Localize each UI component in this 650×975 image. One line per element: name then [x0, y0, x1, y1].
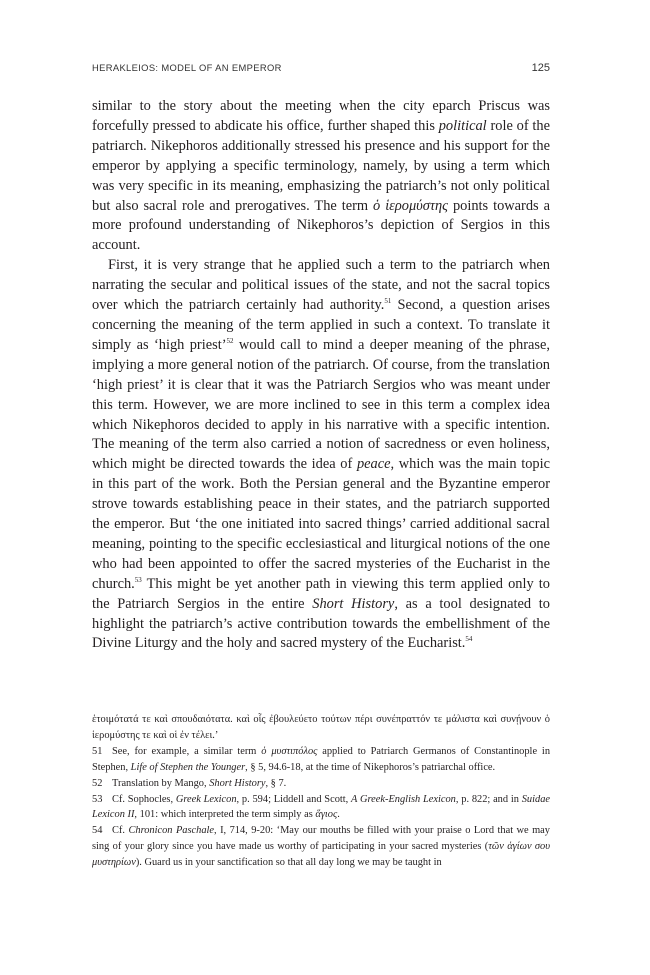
- footnote-ref-51[interactable]: 51: [384, 297, 392, 306]
- emphasis: peace: [356, 456, 391, 473]
- paragraph-1: [92, 97, 550, 256]
- greek-term: τῶν ἁγίων σου μυστηρίων: [92, 841, 550, 869]
- text-run: , p. 822; and in: [455, 793, 522, 805]
- text-run: , 101: which interpreted the term simply as: [134, 809, 316, 821]
- main-text: [92, 97, 550, 654]
- text-run: Second, a question arises concerning the meaning of the term applied in such a context. To translate it simply as ‘high priest’: [92, 297, 550, 353]
- greek-term: ἅγιος: [315, 809, 338, 821]
- title-italic: Suidae Lexicon II: [92, 793, 550, 821]
- text-run: , which was the main topic in this part of the work. Both the Persian general and the Byzantine emperor strove towards establishing peace in their states, and the patriarch supported the emperor. But ‘the one initiated into sacred things’ carried additional sacral meaning, pointing to the specific ecclesiastical and liturgical notions of the one who had been appointed to offer the sacred mysteries of the Eucharist in the church.: [92, 456, 550, 592]
- text-run: applied to Patriarch Germanos of Constantinople in Stephen,: [92, 745, 551, 773]
- text-run: , § 7.: [265, 777, 287, 789]
- running-title: HERAKLEIOS: MODEL OF AN EMPEROR: [92, 62, 282, 73]
- text-run: , § 5, 94.6-18, at the time of Nikephoros’s patriarchal office.: [245, 761, 496, 773]
- title-italic: A Greek-English Lexicon: [351, 793, 456, 805]
- title-italic: Short History: [209, 777, 266, 789]
- greek-term: ὁ ἱερομύστης: [373, 197, 449, 214]
- text-run: Translation by Mango,: [112, 777, 210, 789]
- title-italic: Life of Stephen the Younger: [130, 761, 246, 773]
- text-run: Cf. Sophocles,: [112, 793, 176, 805]
- footnote-ref-52[interactable]: 52: [226, 336, 234, 345]
- text-run: ). Guard us in your sanctification so that all day long we may be taught in: [135, 857, 442, 869]
- page-number: 125: [531, 62, 550, 74]
- footnotes: [92, 712, 550, 871]
- footnote-number: 54: [92, 825, 103, 837]
- footnote-ref-54[interactable]: 54: [465, 635, 473, 644]
- running-header: [92, 62, 550, 74]
- footnote-52: [92, 776, 550, 792]
- text-run: Cf.: [112, 825, 129, 837]
- footnote-54: [92, 823, 550, 871]
- title-italic: Greek Lexicon: [175, 793, 237, 805]
- text-run: , p. 594; Liddell and Scott,: [236, 793, 352, 805]
- footnote-51: [92, 744, 550, 776]
- text-run: , as a tool designated to highlight the patriarch’s active contribution towards the embellishment of the Divine Liturgy and the holy and sacred mystery of the Eucharist.: [92, 595, 550, 652]
- footnote-number: 51: [92, 745, 103, 757]
- text-run: , I, 714, 9-20: ‘May our mouths be filled with your praise o Lord that we may sing of your glory since you have made us worthy of participating in your sacred mysteries (: [92, 825, 550, 853]
- footnote-number: 53: [92, 793, 103, 805]
- text-run: See, for example, a similar term: [112, 745, 262, 757]
- text-run: similar to the story about the meeting when the city eparch Priscus was forcefully pressed to abdicate his office, further shaped this: [92, 98, 550, 134]
- text-run: role of the patriarch. Nikephoros additionally stressed his presence and his support for the emperor by applying a specific terminology, namely, by using a term which was very specific in its meaning, emphasizing the patriarch’s not only political but also sacral role and prerogatives. The term: [92, 117, 550, 214]
- footnote-continuation: ἑτοιμότατά τε καὶ σπουδαιότατα. καὶ οἷς ἐβουλεύετο τούτων πέρι συνέπραττόν τε μάλιστα καὶ συνῄνουν ὁ ἱερομύστης τε καὶ οἱ ἐν τέλει.’: [92, 714, 550, 741]
- footnote-53: [92, 792, 550, 824]
- text-run: This might be yet another path in viewing this term applied only to the Patriarch Sergios in the entire: [92, 575, 550, 612]
- paragraph-2: [92, 256, 550, 654]
- text-run: First, it is very strange that he applied such a term to the patriarch when narrating the secular and political issues of the state, and not the sacral topics over which the patriarch certainly had authority.: [92, 257, 550, 314]
- footnote-ref-53[interactable]: 53: [134, 575, 142, 584]
- title-italic: Short History: [312, 595, 395, 612]
- title-italic: Chronicon Paschale: [128, 825, 215, 837]
- text-run: .: [337, 809, 340, 821]
- text-run: would call to mind a deeper meaning of the phrase, implying a more general notion of the patriarch. Of course, from the translation ‘high priest’ it is clear that it was the Patriarch Sergios who was meant under this term. However, we are more inclined to see in this term a complex idea which Nikephoros decided to apply in his narrative with a specific intention. The meaning of the term also carried a notion of sacredness or even holiness, which might be directed towards the idea of: [92, 336, 550, 473]
- greek-term: ὁ μυστιπόλος: [261, 745, 318, 757]
- text-run: points towards a more profound understanding of Nikephoros’s depiction of Sergios in this account.: [92, 197, 550, 254]
- emphasis: political: [438, 117, 487, 134]
- footnote-number: 52: [92, 777, 103, 789]
